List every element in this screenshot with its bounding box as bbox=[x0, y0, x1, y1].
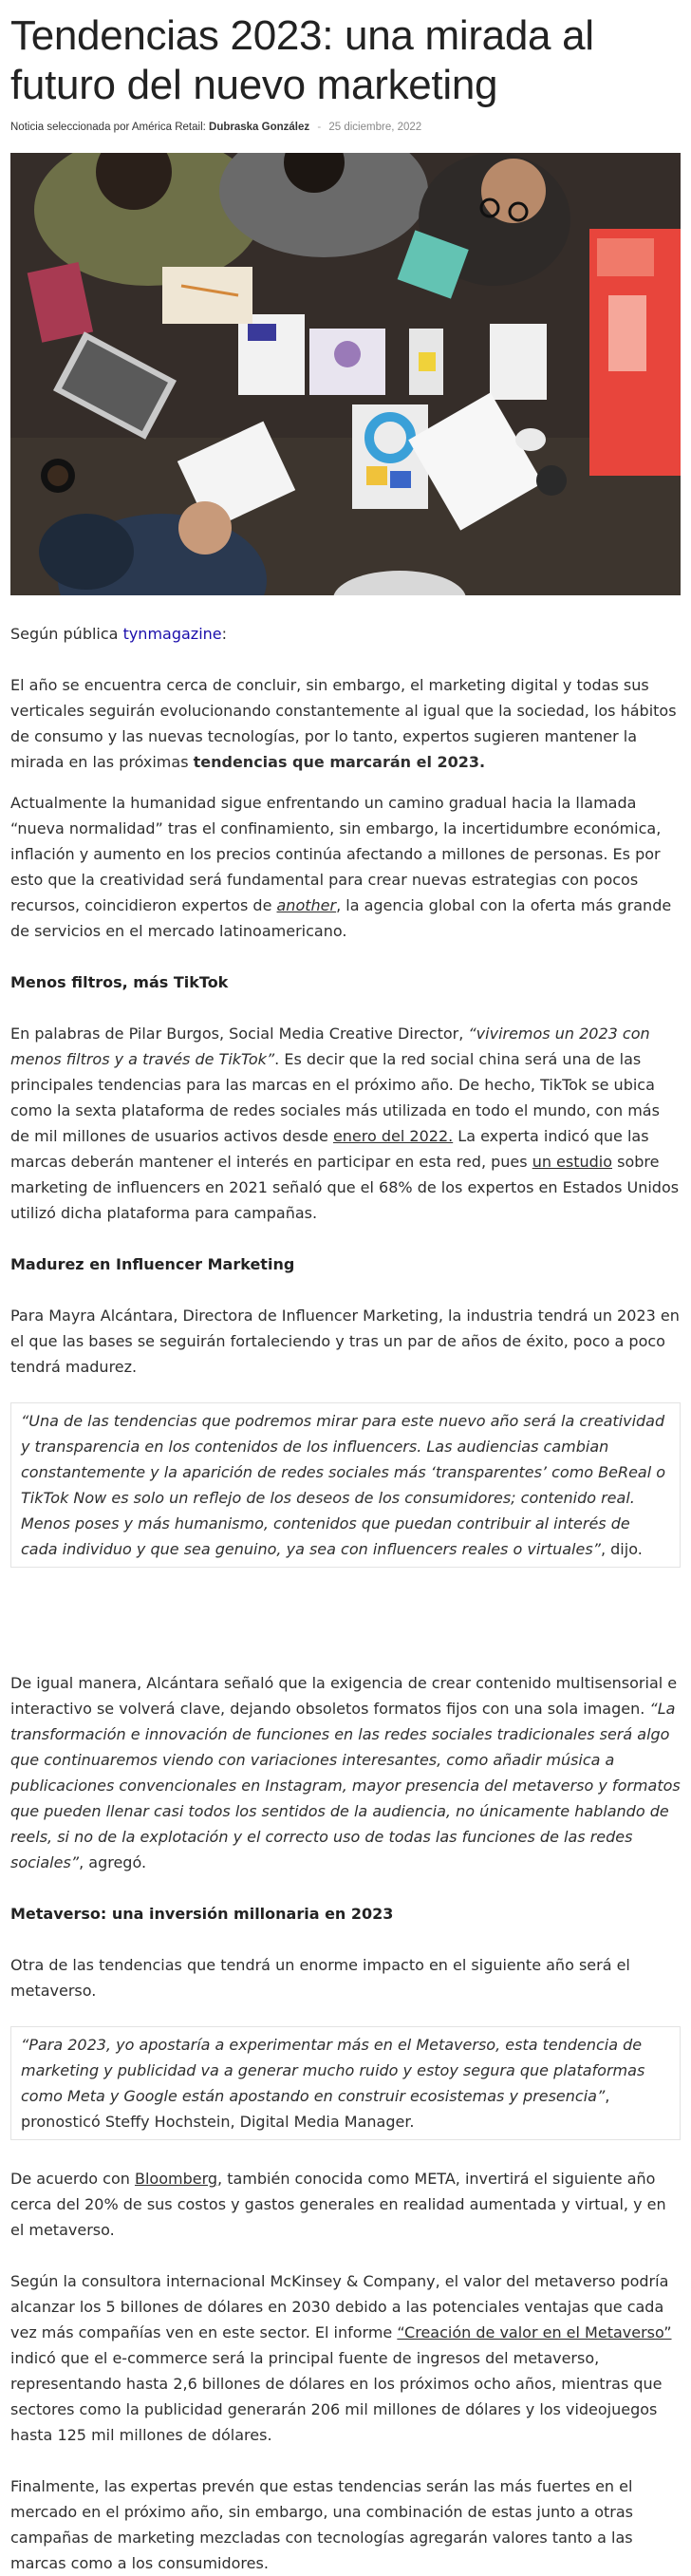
informe-link[interactable]: “Creación de valor en el Metaverso” bbox=[397, 2323, 672, 2341]
quote-hochstein: “Para 2023, yo apostaría a experimentar más en el Metaverso, esta tendencia de marketing y publicidad va a generar mucho ruido y estoy segura que plataformas como Meta y Google están apostando en construir ecosistemas y presencia”, pronosticó Steffy Hochstein, Digital Media Manager. bbox=[10, 2026, 681, 2140]
article-title: Tendencias 2023: una mirada al futuro del nuevo marketing bbox=[10, 12, 594, 108]
source-line: Según pública tynmagazine: bbox=[10, 625, 228, 643]
source-link[interactable]: tynmagazine bbox=[122, 625, 222, 643]
enero-2022-link[interactable]: enero del 2022. bbox=[332, 1127, 454, 1145]
paragraph-multisensorial: De igual manera, Alcántara señaló que la exigencia de crear contenido multisensorial e interactivo se volverá clave, dejando obsoletos formatos fijos con una sola imagen. “La transformación e innovación de funciones en las redes sociales tradicionales será algo que continuaremos viendo con variaciones interesantes, como añadir música a publicaciones convencionales en Instagram, mayor presencia del metaverso y formatos que pueden llenar casi todos los sentidos de la audiencia, no únicamente hablando de reels, si no de la explotación y el correcto uso de todas las funciones de las redes sociales”, agregó. bbox=[10, 1674, 681, 1871]
paragraph-context: Actualmente la humanidad sigue enfrentando un camino gradual hacia la llamada “nueva normalidad” tras el confinamiento, sin embargo, la incertidumbre económica, inflación y aumento en los precios continúa afectando a millones de personas. Es por esto que la creatividad será fundamental para crear nuevas estrategias con pocos recursos, coincidieron expertos de another, la agencia global con la oferta más grande de servicios en el mercado latinoamericano. bbox=[10, 794, 672, 940]
bloomberg-link[interactable]: Bloomberg bbox=[134, 2170, 218, 2188]
heading-metaverso: Metaverso: una inversión millonaria en 2023 bbox=[10, 1905, 394, 1923]
paragraph-metaverso-intro: Otra de las tendencias que tendrá un enorme impacto en el siguiente año será el metaverso. bbox=[10, 1956, 630, 2000]
paragraph-tiktok: En palabras de Pilar Burgos, Social Media Creative Director, “viviremos un 2023 con menos filtros y a través de TikTok”. Es decir que la red social china será una de las principales tendencias para las marcas en el próximo año. De hecho, TikTok se ubica como la sexta plataforma de redes sociales más utilizada en todo el mundo, con más de mil millones de usuarios activos desde enero del 2022. La experta indicó que las marcas deberán mantener el interés en participar en esta red, pues un estudio sobre marketing de influencers en 2021 señaló que el 68% de los expertos en Estados Unidos utilizó dicha plataforma para campañas. bbox=[10, 1025, 680, 1222]
intro-paragraph: El año se encuentra cerca de concluir, sin embargo, el marketing digital y todas sus verticales seguirán evolucionando constantemente al igual que la sociedad, los hábitos de consumo y las nuevas tecnologías, por lo tanto, expertos sugieren mantener la mirada en las próximas tendencias que marcarán el 2023. bbox=[10, 676, 677, 771]
meta-prefix: Noticia seleccionada por América Retail: bbox=[10, 122, 206, 133]
paragraph-influencer: Para Mayra Alcántara, Directora de Influencer Marketing, la industria tendrá un 2023 en el que las bases se seguirán fortaleciendo y tras un par de años de éxito, poco a poco tendrá madurez. bbox=[10, 1307, 680, 1376]
paragraph-mckinsey: Según la consultora internacional McKinsey & Company, el valor del metaverso podría alcanzar los 5 billones de dólares en 2030 debido a las potenciales ventajas que cada vez más compañías ven en este sector. El informe “Creación de valor en el Metaverso” indicó que el e-commerce será la principal fuente de ingresos del metaverso, representando hasta 2,6 billones de dólares en los próximos ocho años, mientras que sectores como la publicidad generarán 206 mil millones de dólares y los videojuegos hasta 125 mil millones de dólares. bbox=[10, 2272, 672, 2444]
paragraph-conclusion: Finalmente, las expertas prevén que estas tendencias serán las más fuertes en el mercado en el próximo año, sin embargo, una combinación de estas junto a otras campañas de marketing mezcladas con tecnologías agregarán valores tanto a las marcas como a los consumidores. bbox=[10, 2477, 633, 2572]
another-link[interactable]: another bbox=[276, 896, 337, 914]
article bbox=[10, 0, 681, 2576]
heading-tiktok: Menos filtros, más TikTok bbox=[10, 973, 229, 991]
publish-date: 25 diciembre, 2022 bbox=[328, 122, 422, 133]
article-meta bbox=[10, 122, 681, 133]
meta-separator: - bbox=[317, 122, 322, 133]
hero-image bbox=[10, 153, 681, 595]
intro-highlight: tendencias que marcarán el 2023. bbox=[193, 753, 486, 771]
author-link[interactable]: Dubraska González bbox=[209, 122, 310, 133]
paragraph-bloomberg: De acuerdo con Bloomberg, también conocida como META, invertirá el siguiente año cerca del 20% de sus costos y gastos generales en realidad aumentada y virtual, y en el metaverso. bbox=[10, 2170, 666, 2239]
heading-influencer: Madurez en Influencer Marketing bbox=[10, 1255, 295, 1273]
embed-placeholder bbox=[10, 1568, 681, 1670]
quote-alcantara: “Una de las tendencias que podremos mirar para este nuevo año será la creatividad y transparencia en los contenidos de los influencers. Las audiencias cambian constantemente y la aparición de redes sociales más ‘transparentes’ como BeReal o TikTok Now es solo un reflejo de los deseos de los consumidores; contenido real. Menos poses y más humanismo, contenidos que puedan contribuir al interés de cada individuo y que sea genuino, ya sea con influencers reales o virtuales”, dijo. bbox=[10, 1402, 681, 1568]
estudio-link[interactable]: un estudio bbox=[532, 1153, 613, 1171]
